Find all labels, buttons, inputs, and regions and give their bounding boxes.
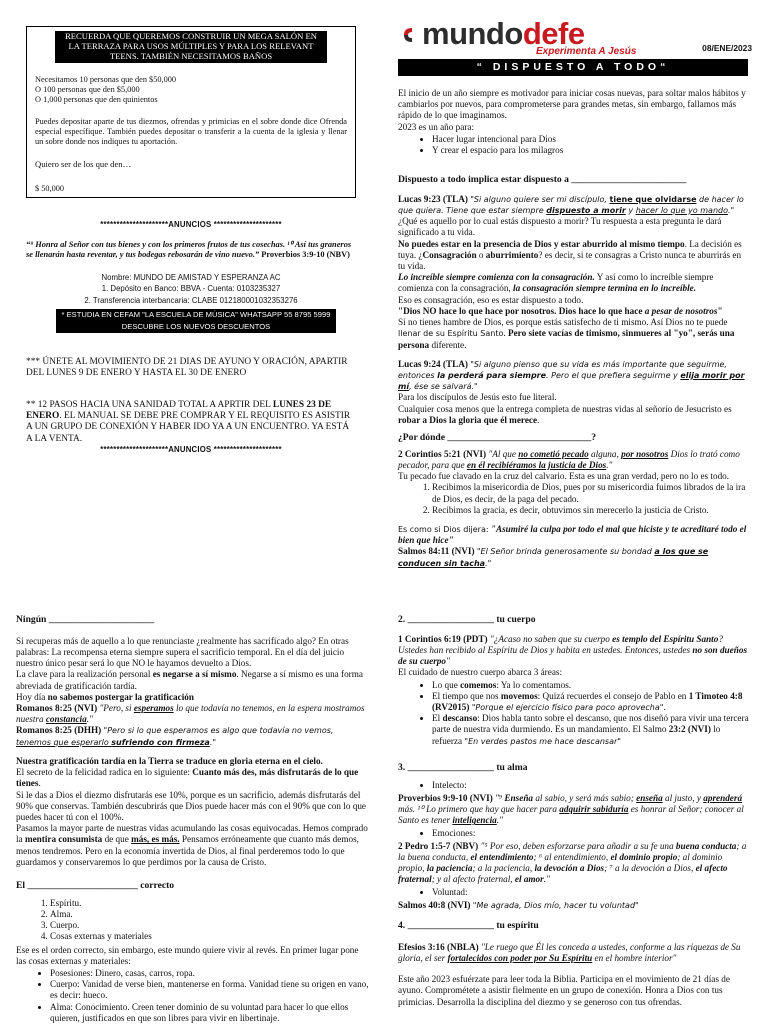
section-no-sacrifice-title: Ningún ______________________ (16, 614, 155, 625)
music-school-banner (56, 309, 336, 333)
section-willing (398, 174, 750, 426)
1-corinthians-6-19: 1 Corintios 6:19 (PDT) "¿Acaso no saben que su cuerpo es templo del Espíritu Santo? Ustedes han recibido al Espíritu de Dios y habita en ustedes. Entonces, ustedes no son dueños de su cuerpo" El cuidado de nuestro cuerpo abarca 3 áreas: (398, 633, 748, 678)
body-care-item: • El tiempo que nos movemos: Quizá recuerdes el consejo de Pablo en 1 Timoteo 4:8 (RV2015) "Porque el ejercicio físico para poco aprovecha". (432, 691, 750, 713)
section-soul-title: 3. __________________ tu alma (398, 762, 528, 773)
psalm-40-8: Salmos 40:8 (NVI) "Me agrada, Dios mío, hacer tu voluntad" (398, 899, 639, 910)
bulletin-date: 08/ENE/2023 (702, 43, 752, 53)
delayed-gratification: Nuestra gratificación tardía en la Tierra se traduce en gloria eterna en el cielo. El secreto de la felicidad radica en lo siguiente: Cuanto más des, más disfrutarás de lo que tienes. Si le das a Dios el diezmo disfrutarás ese 10%, porque es un sacrificio, además disfrutarás del 90% que conservas. También descubrirás que Dios puede hacer más con el 90% que con lo que puedes hacer tú con el 100%. Pasamos la mayor parte de nuestras vidas acumulando las cosas equivocadas. Hemos comprado la mentira consumista de que más, es más. Pensamos erróneamente que cuanto más demos, menos tendremos. Pero en la economía invertida de Dios, al final perderemos todo lo que guardamos y conservaremos lo que perdimos por la causa de Cristo. (16, 755, 368, 867)
section-by-whom-title: ¿Por dónde ______________________________? (398, 432, 597, 443)
external-list-item: • Cuerpo: Vanidad de verse bien, mantenerse en forma. Vanidad tiene su origen en vano, es decir: hueco. (50, 979, 370, 1001)
proverbs-9-9: Proverbios 9:9-10 (NVI) "⁹ Enseña al sabio, y será más sabio; enseña al justo, y aprenderá más. ¹⁰ Lo primero que hay que hacer para adquirir sabiduría es honrar al Señor; conocer al Santo es tener inteligencia." (398, 792, 744, 826)
soul-list (398, 887, 750, 898)
offering-verse-ref: Proverbios 3:9-10 (NBV) (261, 249, 350, 259)
section-soul (398, 762, 750, 911)
logo-mark-icon (402, 25, 422, 45)
order-list-item: 1. Espíritu. (50, 898, 370, 909)
donation-box-header: RECUERDA QUE QUEREMOS CONSTRUIR UN MEGA SALÓN EN LA TERRAZA PARA USOS MÚLTIPLES Y PARA LOS RELEVANT TEENS. TAMBIÉN NECESITAMOS BAÑOS (55, 31, 327, 63)
intro-list-item: • Y crear el espacio para los milagros (432, 145, 750, 156)
as-if-god-said: Es como si Dios dijera: "Asumiré la culpa por todo el mal que hiciste y te acreditaré todo el bien que hice" Salmos 84:11 (NVI) "El Señor brinda generosamente su bondad a los que se conducen sin tacha." (398, 524, 747, 568)
order-list-item: 4. Cosas externas y materiales (50, 931, 370, 942)
section-correct-order (16, 880, 370, 1026)
music-school-discount: DESCUBRE LOS NUEVOS DESCUENTOS (56, 321, 336, 333)
announcements-footer: *********************ANUNCIOS ********************* (100, 445, 282, 455)
body-care-item: • Lo que comemos: Ya lo comentamos. (432, 680, 750, 691)
soul-list-item: • Intelecto: (432, 780, 750, 791)
soul-list-item: • Emociones: (432, 828, 750, 839)
donation-need: Necesitamos 10 personas que den $50,000 (35, 74, 177, 84)
closing-paragraph: Este año 2023 esfuérzate para leer toda la Biblia. Participa en el movimiento de 21 días de ayuno. Comprométete a asistir fielmente en un grupo de conexión. Honra a Dios con tus primicias. Desarrolla la disciplina del diezmo y se generoso con tus ofrendas. (398, 974, 730, 1007)
section-body (398, 614, 750, 749)
external-list-item: • Alma: Conocimiento. Creen tener dominio de su voluntad para hacer lo que ellos quieren, justificados en que son libres para vivir en libertinaje. (50, 1002, 370, 1024)
order-list-item: 2. Alma. (50, 909, 370, 920)
order-paragraph: Ese es el orden correcto, sin embargo, este mundo quiere vivir al revés. En primer lugar pone las cosas externas y materiales: (16, 944, 359, 966)
grace-list-item: 2. Recibimos la gracia, es decir, obtuvimos sin merecerlo la justicia de Cristo. (432, 505, 750, 516)
account-name: Nombre: MUNDO DE AMISTAD Y ESPERANZA AC (101, 273, 281, 282)
intro-list (398, 134, 750, 156)
donation-pledge: Quiero ser de los que den… (35, 159, 132, 170)
donation-box (26, 26, 356, 198)
grace-list (398, 482, 750, 516)
bank-info (26, 272, 356, 306)
logo-tagline: Experimenta A Jesús (536, 46, 637, 57)
order-list-item: 3. Cuerpo. (50, 920, 370, 931)
grace-list-item: 1. Recibimos la misericordia de Dios, pues por su misericordia fuimos librados de la ira de Dios, es decir, de la paga del pecado. (432, 482, 750, 504)
external-list (16, 968, 370, 1024)
soul-list (398, 780, 750, 791)
consecration-paragraph: No puedes estar en la presencia de Dios y estar aburrido al mismo tiempo. La decisión es tuya. ¿Consagración o aburrimiento? es decir, si te consagras a Cristo nunca te aburrirás en tu vida. Lo increíble siempre comienza con la consagración. Y así como lo increíble siempre comienza con la consagración, la consagración siempre termina en lo increíble. Eso es consagración, eso es estar dispuesto a todo. "Dios NO hace lo que hace por nosotros. Dios hace lo que hace a pesar de nosotros" Si no tienes hambre de Dios, es porque estás satisfecho de ti mismo. Así Dios no te puede llenar de su Espíritu Santo. Pero siete vacías de timismo, sinmueres al "yo", serás una persona diferente. (398, 238, 742, 350)
body-care-list (398, 680, 750, 747)
announcements-section (26, 220, 356, 455)
offering-verse (26, 240, 356, 261)
section-correct-order-title: El _______________________ correcto (16, 880, 175, 891)
mundodefe-logo: mundodefe Experimenta A Jesús (402, 21, 662, 55)
luke-9-24: Lucas 9:24 (TLA) "Si alguno pienso que su vida es más importante que seguirme, entonces la perderá para siempre. Pero el que prefiera seguirme y elija morir por mí, ése se salvará." Para los discípulos de Jesús esto fue literal. Cualquier cosa menos que la entrega completa de nuestras vidas al señorío de Jesucristo es robar a Dios la gloria que él merece. (398, 358, 745, 425)
donation-need: O 1,000 personas que den quinientos (35, 94, 158, 104)
section-by-whom (398, 432, 750, 569)
intro-list-item: • Hacer lugar intencional para Dios (432, 134, 750, 145)
sacrifice-paragraph: Si recuperas más de aquello a lo que renunciaste ¿realmente has sacrificado algo? En otras palabras: La recompensa eterna siempre supera el sacrificio temporal. En el día del juicio nuestro único pesar será lo que NO le hayamos devuelto a Dios. La clave para la realización personal es negarse a sí mismo. Negarse a sí mismo es una forma abreviada de gratificación tardía. Hoy día no sabemos postergar la gratificación Romanos 8:25 (NVI) "Pero, si esperamos lo que todavía no tenemos, en la espera mostramos nuestra constancia." Romanos 8:25 (DHH) "Pero si lo que esperamos es algo que todavía no vemos, tenemos que esperarlo sufriendo con firmeza." (16, 635, 365, 747)
section-spirit-title: 4. __________________ tu espíritu (398, 920, 539, 931)
2-peter-1-5: 2 Pedro 1:5-7 (NBV) "⁵ Por eso, deben esforzarse para añadir a su fe una buena conducta; a la buena conducta, el entendimiento; ⁶ al entendimiento, el dominio propio; al dominio propio, la paciencia; a la paciencia, la devoción a Dios; ⁷ a la devoción a Dios, el afecto fraternal; y al afecto fraternal, el amor." (398, 840, 747, 885)
soul-list (398, 828, 750, 839)
intro-paragraph: El inicio de un año siempre es motivador para iniciar cosas nuevas, para soltar malos hábitos y cambiarlos por nuevos, para comprometerse para grandes metas, sin embargo, fallamos más rápido de lo que imaginamos. (398, 88, 746, 121)
luke-9-23: Lucas 9:23 (TLA) "Si alguno quiere ser mi discípulo, tiene que olvidarse de hacer lo que quiera. Tiene que estar siempre dispuesto a morir y hacer lo que yo mando." ¿Qué es aquello por lo cual estás dispuesto a morir? Tu respuesta a esta pregunta le dará significado a tu vida. (398, 193, 744, 238)
offering-verse-text: “⁹ Honra al Señor con tus bienes y con los primeros frutos de tus cosechas. ¹⁰ Así tus graneros se llenarán hasta reventar, y tus bodegas rebosarán de vino nuevo.” (26, 239, 352, 259)
donation-note: Puedes depositar aparte de tus diezmos, ofrendas y primicias en el sobre donde dice Ofrenda especial específique. También puedes depositar o transferir a la cuenta de la iglesia y llenar un sobre donde nos indiques tu aportación. (35, 116, 347, 147)
ephesians-3-16: Efesios 3:16 (NBLA) "Le ruego que Él les conceda a ustedes, conforme a las riquezas de Su gloria, el ser fortalecidos con poder por Su Espíritu en el hombre interior" (398, 941, 741, 963)
section-spirit (398, 920, 750, 1008)
intro-year: 2023 es un año para: (398, 121, 475, 132)
announcements-header: *********************ANUNCIOS ********************* (100, 220, 282, 229)
section-body-title: 2. __________________ tu cuerpo (398, 614, 536, 625)
donation-need: O 100 personas que den $5,000 (35, 84, 140, 94)
music-school-line: * ESTUDIA EN CEFAM "LA ESCUELA DE MÚSICA" WHATSAPP 55 8795 5999 (56, 309, 336, 321)
section-no-sacrifice (16, 614, 370, 868)
bank-deposit: 1. Depósito en Banco: BBVA - Cuenta: 0103235327 (101, 284, 281, 294)
healing-steps-announcement: ** 12 PASOS HACIA UNA SANIDAD TOTAL A APRTIR DEL LUNES 23 DE ENERO. EL MANUAL SE DEBE PRE COMPRAR Y EL REQUISITO ES ASISTIR A UN GRUPO DE CONEXIÓN Y HABER IDO YA A UN ENCUENTRO. YA ESTÁ A LA VENTA. (26, 399, 351, 444)
soul-list-item: • Voluntad: (432, 887, 750, 898)
sermon-title: “ DISPUESTO A TODO“ (398, 59, 748, 76)
fasting-announcement: *** ÚNETE AL MOVIMIENTO DE 21 DIAS DE AYUNO Y ORACIÓN, APARTIR DEL LUNES 9 DE ENERO Y HASTA EL 30 DE ENERO (26, 356, 348, 379)
2-corinthians-5-21: 2 Corintios 5:21 (NVI) "Al que no cometió pecado alguna, por nosotros Dios lo trató como pecador, para que en él recibiéramos la justicia de Dios." Tu pecado fue clavado en la cruz del calvario. Esta es una gran verdad, pero no lo es todo. (398, 448, 740, 482)
donation-amount: $ 50,000 (35, 183, 65, 193)
order-list (16, 898, 370, 943)
sermon-intro (398, 88, 750, 158)
external-list-item: • Posesiones: Dinero, casas, carros, ropa. (50, 968, 370, 979)
bank-transfer: 2. Transferencia interbancaria: CLABE 012180001032353276 (84, 295, 298, 305)
section-willing-title: Dispuesto a todo implica estar dispuesto a ________________________ (398, 174, 687, 185)
body-care-item: • El descanso: Dios habla tanto sobre el descanso, que nos diseñó para vivir una tercera parte de nuestra vida durmiendo. Es un mandamiento. El Salmo 23:2 (NVI) lo refuerza "En verdes pastos me hace descansar" (432, 713, 750, 747)
donation-needs (35, 75, 347, 105)
